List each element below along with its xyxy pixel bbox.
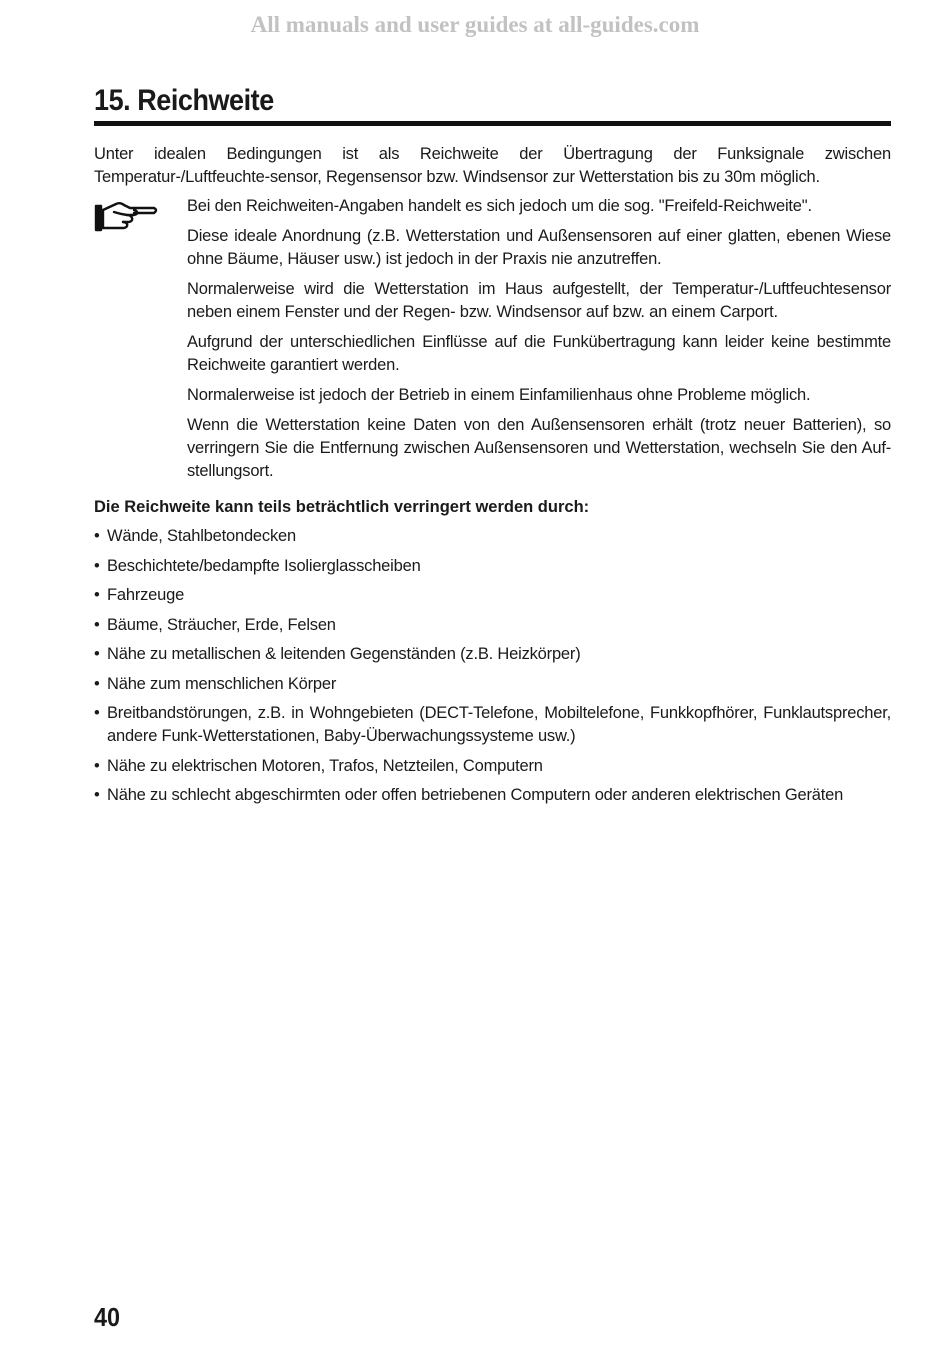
title-underline-rule [94, 121, 891, 126]
list-item: • Nähe zu metallischen & leitenden Gegenständen (z.B. Heizkörper) [94, 643, 891, 666]
note-paragraph: Wenn die Wetterstation keine Daten von den Außensensoren erhält (trotz neuer Batterien), so verringern Sie die Entfernung zwischen Außensensoren und Wetterstation, wechseln Sie den Auf-stellungsort. [187, 416, 891, 480]
note-paragraph: Normalerweise wird die Wetterstation im Haus aufgestellt, der Temperatur-/Luftfeuchtesensor neben einem Fenster und der Regen- bzw. Windsensor auf bzw. an einem Carport. [187, 280, 891, 321]
pointing-hand-icon [94, 198, 160, 234]
note-block [187, 195, 891, 490]
list-item: • Bäume, Sträucher, Erde, Felsen [94, 614, 891, 637]
list-item: • Wände, Stahlbetondecken [94, 525, 891, 548]
note-paragraph: Diese ideale Anordnung (z.B. Wetterstation und Außensensoren auf einer glatten, ebenen Wiese ohne Bäume, Häuser usw.) ist jedoch in der Praxis nie anzutreffen. [187, 227, 891, 268]
list-item: • Fahrzeuge [94, 584, 891, 607]
page-number: 40 [94, 1302, 121, 1332]
section-title: 15. Reichweite [94, 84, 274, 117]
list-item: • Nähe zum menschlichen Körper [94, 673, 891, 696]
list-item: • Breitbandstörungen, z.B. in Wohngebieten (DECT-Telefone, Mobiltelefone, Funkkopfhörer, Funklautsprecher, andere Funk-Wetterstationen, Baby-Überwachungssysteme usw.) [94, 702, 891, 748]
note-paragraph: Aufgrund der unterschiedlichen Einflüsse auf die Funkübertragung kann leider keine bestimmte Reichweite garantiert werden. [187, 333, 891, 374]
note-paragraph: Bei den Reichweiten-Angaben handelt es sich jedoch um die sog. "Freifeld-Reichweite". [187, 197, 812, 215]
interference-list [94, 525, 891, 814]
note-paragraph: Normalerweise ist jedoch der Betrieb in einem Einfamilienhaus ohne Probleme möglich. [187, 386, 811, 404]
list-item: • Beschichtete/bedampfte Isolierglasscheiben [94, 555, 891, 578]
intro-paragraph: Unter idealen Bedingungen ist als Reichweite der Übertragung der Funksignale zwischen Temperatur-/Luftfeuchte-sensor, Regensensor bzw. Windsensor zur Wetterstation bis zu 30m möglich. [94, 145, 891, 186]
list-heading: Die Reichweite kann teils beträchtlich verringert werden durch: [94, 498, 590, 516]
list-item: • Nähe zu schlecht abgeschirmten oder offen betriebenen Computern oder anderen elektrischen Geräten [94, 784, 891, 807]
list-item: • Nähe zu elektrischen Motoren, Trafos, Netzteilen, Computern [94, 755, 891, 778]
watermark-banner: All manuals and user guides at all-guides.com [250, 12, 700, 37]
